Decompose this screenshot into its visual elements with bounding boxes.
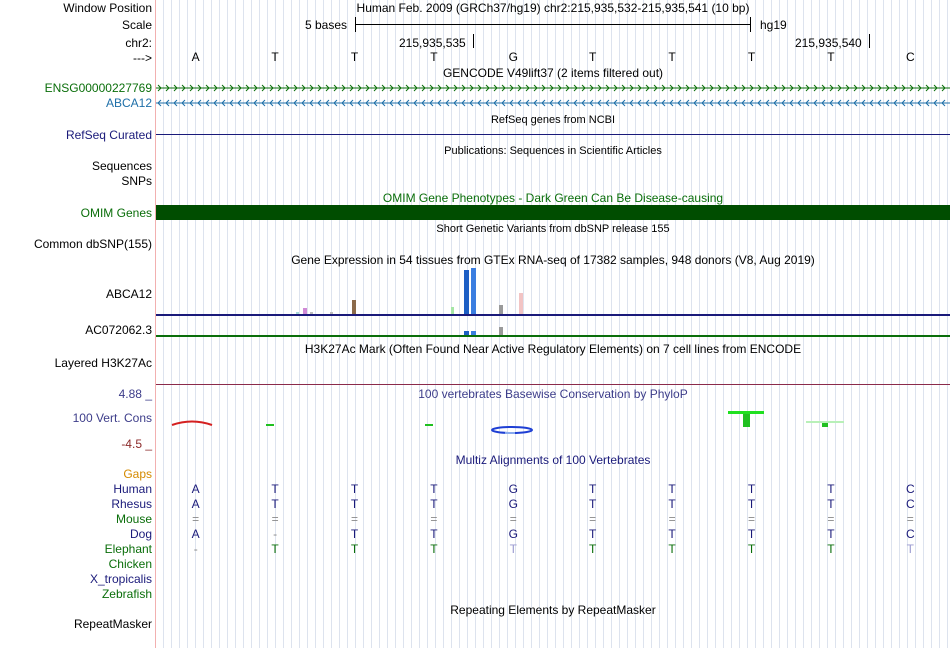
gtex-bar xyxy=(499,305,503,314)
omim-track-title[interactable]: OMIM Gene Phenotypes - Dark Green Can Be Disease-causing xyxy=(382,191,724,205)
multiz-base: T xyxy=(509,542,517,556)
multiz-base: T xyxy=(589,482,597,496)
gtex-bar xyxy=(310,312,313,314)
multiz-base: T xyxy=(827,542,835,556)
ruler-base: T xyxy=(827,50,835,64)
multiz-base: G xyxy=(508,482,518,496)
position-label-left: 215,935,535 xyxy=(399,36,466,50)
db-name: hg19 xyxy=(760,18,787,32)
h3k27ac-track-title[interactable]: H3K27Ac Mark (Often Found Near Active Regulatory Elements) on 7 cell lines from ENCODE xyxy=(304,342,802,356)
multiz-base: T xyxy=(668,542,676,556)
multiz-base: T xyxy=(350,527,359,541)
multiz-base: T xyxy=(589,527,597,541)
ruler-base: T xyxy=(430,50,438,64)
multiz-base: = xyxy=(271,512,279,526)
phylop-marks[interactable] xyxy=(172,411,844,434)
multiz-base: C xyxy=(905,497,915,511)
phylop-mark xyxy=(743,414,750,427)
gtex-abca12-baseline xyxy=(156,314,950,316)
phylop-mark xyxy=(266,424,274,426)
multiz-base: - xyxy=(193,542,198,556)
ruler-base: A xyxy=(191,50,200,64)
multiz-base: T xyxy=(430,542,438,556)
multiz-gaps-label[interactable]: Gaps xyxy=(123,467,152,481)
multiz-base: = xyxy=(906,512,914,526)
phylop-mark xyxy=(425,424,433,426)
gtex-bar xyxy=(464,270,469,314)
multiz-species-label[interactable]: Elephant xyxy=(104,542,152,556)
multiz-base: = xyxy=(827,512,835,526)
publications-track-title[interactable]: Publications: Sequences in Scientific Articles xyxy=(444,145,662,157)
multiz-base: T xyxy=(747,542,756,556)
phylop-min-label: -4.5 _ xyxy=(121,437,152,451)
multiz-base: G xyxy=(508,527,518,541)
multiz-track-title[interactable]: Multiz Alignments of 100 Vertebrates xyxy=(455,453,651,467)
multiz-base: = xyxy=(747,512,755,526)
ruler-base: T xyxy=(747,50,756,64)
gtex-track-title[interactable]: Gene Expression in 54 tissues from GTEx RNA-seq of 17382 samples, 948 donors (V8, Aug 2019) xyxy=(291,253,815,267)
multiz-base: C xyxy=(905,482,915,496)
phylop-mark xyxy=(806,421,844,423)
gtex-abca12-label[interactable]: ABCA12 xyxy=(105,287,152,301)
gtex-abca12-bars[interactable] xyxy=(296,268,523,314)
multiz-base: T xyxy=(827,527,835,541)
multiz-base: T xyxy=(271,497,279,511)
gtex-bar xyxy=(303,308,307,314)
multiz-base: = xyxy=(589,512,597,526)
h3k27ac-label[interactable]: Layered H3K27Ac xyxy=(54,356,152,370)
omim-genes-label[interactable]: OMIM Genes xyxy=(80,206,152,220)
gencode-item-ensg[interactable]: ENSG00000227769 xyxy=(44,81,152,95)
h3k27ac-baseline xyxy=(156,384,950,385)
chrom-label: chr2: xyxy=(125,36,152,50)
scale-label: Scale xyxy=(121,18,152,32)
multiz-base: T xyxy=(827,482,835,496)
ruler-base: T xyxy=(668,50,676,64)
multiz-base: T xyxy=(350,497,359,511)
multiz-base: G xyxy=(508,497,518,511)
ruler-base: T xyxy=(271,50,279,64)
phylop-mark xyxy=(728,411,764,414)
multiz-base: T xyxy=(271,542,279,556)
gtex-bar xyxy=(499,327,503,335)
phylop-max-label: 4.88 _ xyxy=(118,387,152,401)
publications-sequences-label[interactable]: Sequences xyxy=(91,159,152,173)
multiz-base: = xyxy=(350,512,358,526)
multiz-base: T xyxy=(589,497,597,511)
gtex-bar xyxy=(330,312,333,314)
multiz-base: T xyxy=(350,482,359,496)
multiz-base: T xyxy=(906,542,914,556)
phylop-mark xyxy=(505,432,515,434)
refseq-curated-label[interactable]: RefSeq Curated xyxy=(65,128,152,142)
ruler-base: T xyxy=(350,50,359,64)
multiz-base: C xyxy=(905,527,915,541)
multiz-base: T xyxy=(430,482,438,496)
ruler-base: T xyxy=(589,50,597,64)
multiz-species-label[interactable]: Chicken xyxy=(108,557,152,571)
repeatmasker-track-title[interactable]: Repeating Elements by RepeatMasker xyxy=(450,603,656,617)
ruler-base: C xyxy=(905,50,915,64)
gencode-track-title[interactable]: GENCODE V49lift37 (2 items filtered out) xyxy=(442,66,664,80)
window-position-label: Window Position xyxy=(63,1,152,15)
multiz-base: T xyxy=(668,497,676,511)
phylop-track-label[interactable]: 100 Vert. Cons xyxy=(72,411,152,425)
multiz-base: T xyxy=(589,542,597,556)
multiz-species-label[interactable]: X_tropicalis xyxy=(89,572,152,586)
gtex-bar xyxy=(471,268,476,314)
multiz-base: T xyxy=(350,542,359,556)
multiz-base: A xyxy=(191,497,200,511)
multiz-base: = xyxy=(430,512,438,526)
gtex-ac072062-baseline xyxy=(156,335,950,337)
multiz-base: T xyxy=(827,497,835,511)
multiz-base: T xyxy=(747,497,756,511)
multiz-species-label[interactable]: Mouse xyxy=(115,512,152,526)
multiz-base: = xyxy=(509,512,517,526)
multiz-base: - xyxy=(273,527,278,541)
multiz-species-label[interactable]: Rhesus xyxy=(111,497,152,511)
repeatmasker-label[interactable]: RepeatMasker xyxy=(73,617,152,631)
phylop-track-title[interactable]: 100 vertebrates Basewise Conservation by PhyloP xyxy=(418,387,688,401)
multiz-base: T xyxy=(430,527,438,541)
gtex-bar xyxy=(296,312,299,314)
multiz-base: = xyxy=(668,512,676,526)
multiz-base: T xyxy=(747,527,756,541)
gtex-bar xyxy=(519,293,523,314)
gtex-ac072062-bars[interactable] xyxy=(464,327,503,335)
gtex-ac072062-label[interactable]: AC072062.3 xyxy=(85,323,152,337)
strand-label: ---> xyxy=(133,51,152,65)
dbsnp-track-title[interactable]: Short Genetic Variants from dbSNP release 155 xyxy=(436,223,670,235)
phylop-mark xyxy=(822,423,828,427)
publications-snps-label[interactable]: SNPs xyxy=(121,174,152,188)
assembly-position: Human Feb. 2009 (GRCh37/hg19) chr2:215,935,532-215,935,541 (10 bp) xyxy=(356,1,750,15)
gtex-bar xyxy=(352,300,356,314)
position-label-right: 215,935,540 xyxy=(795,36,862,50)
multiz-base: = xyxy=(192,512,200,526)
multiz-species-label[interactable]: Dog xyxy=(129,527,152,541)
multiz-base: T xyxy=(747,482,756,496)
multiz-base: A xyxy=(191,482,200,496)
multiz-base: T xyxy=(668,527,676,541)
phylop-mark xyxy=(172,422,212,426)
gencode-item-abca12[interactable]: ABCA12 xyxy=(105,96,152,110)
refseq-track-title[interactable]: RefSeq genes from NCBI xyxy=(490,114,616,126)
gtex-bar xyxy=(471,331,476,335)
common-dbsnp-label[interactable]: Common dbSNP(155) xyxy=(33,237,152,251)
multiz-species-label[interactable]: Human xyxy=(113,482,152,496)
gtex-bar xyxy=(464,331,469,335)
multiz-base: A xyxy=(191,527,200,541)
gtex-bar xyxy=(451,307,454,314)
ruler-base: G xyxy=(508,50,518,64)
multiz-species-label[interactable]: Zebrafish xyxy=(101,587,152,601)
scale-bases-text: 5 bases xyxy=(305,18,348,32)
multiz-base: T xyxy=(430,497,438,511)
multiz-base: T xyxy=(271,482,279,496)
multiz-base: T xyxy=(668,482,676,496)
